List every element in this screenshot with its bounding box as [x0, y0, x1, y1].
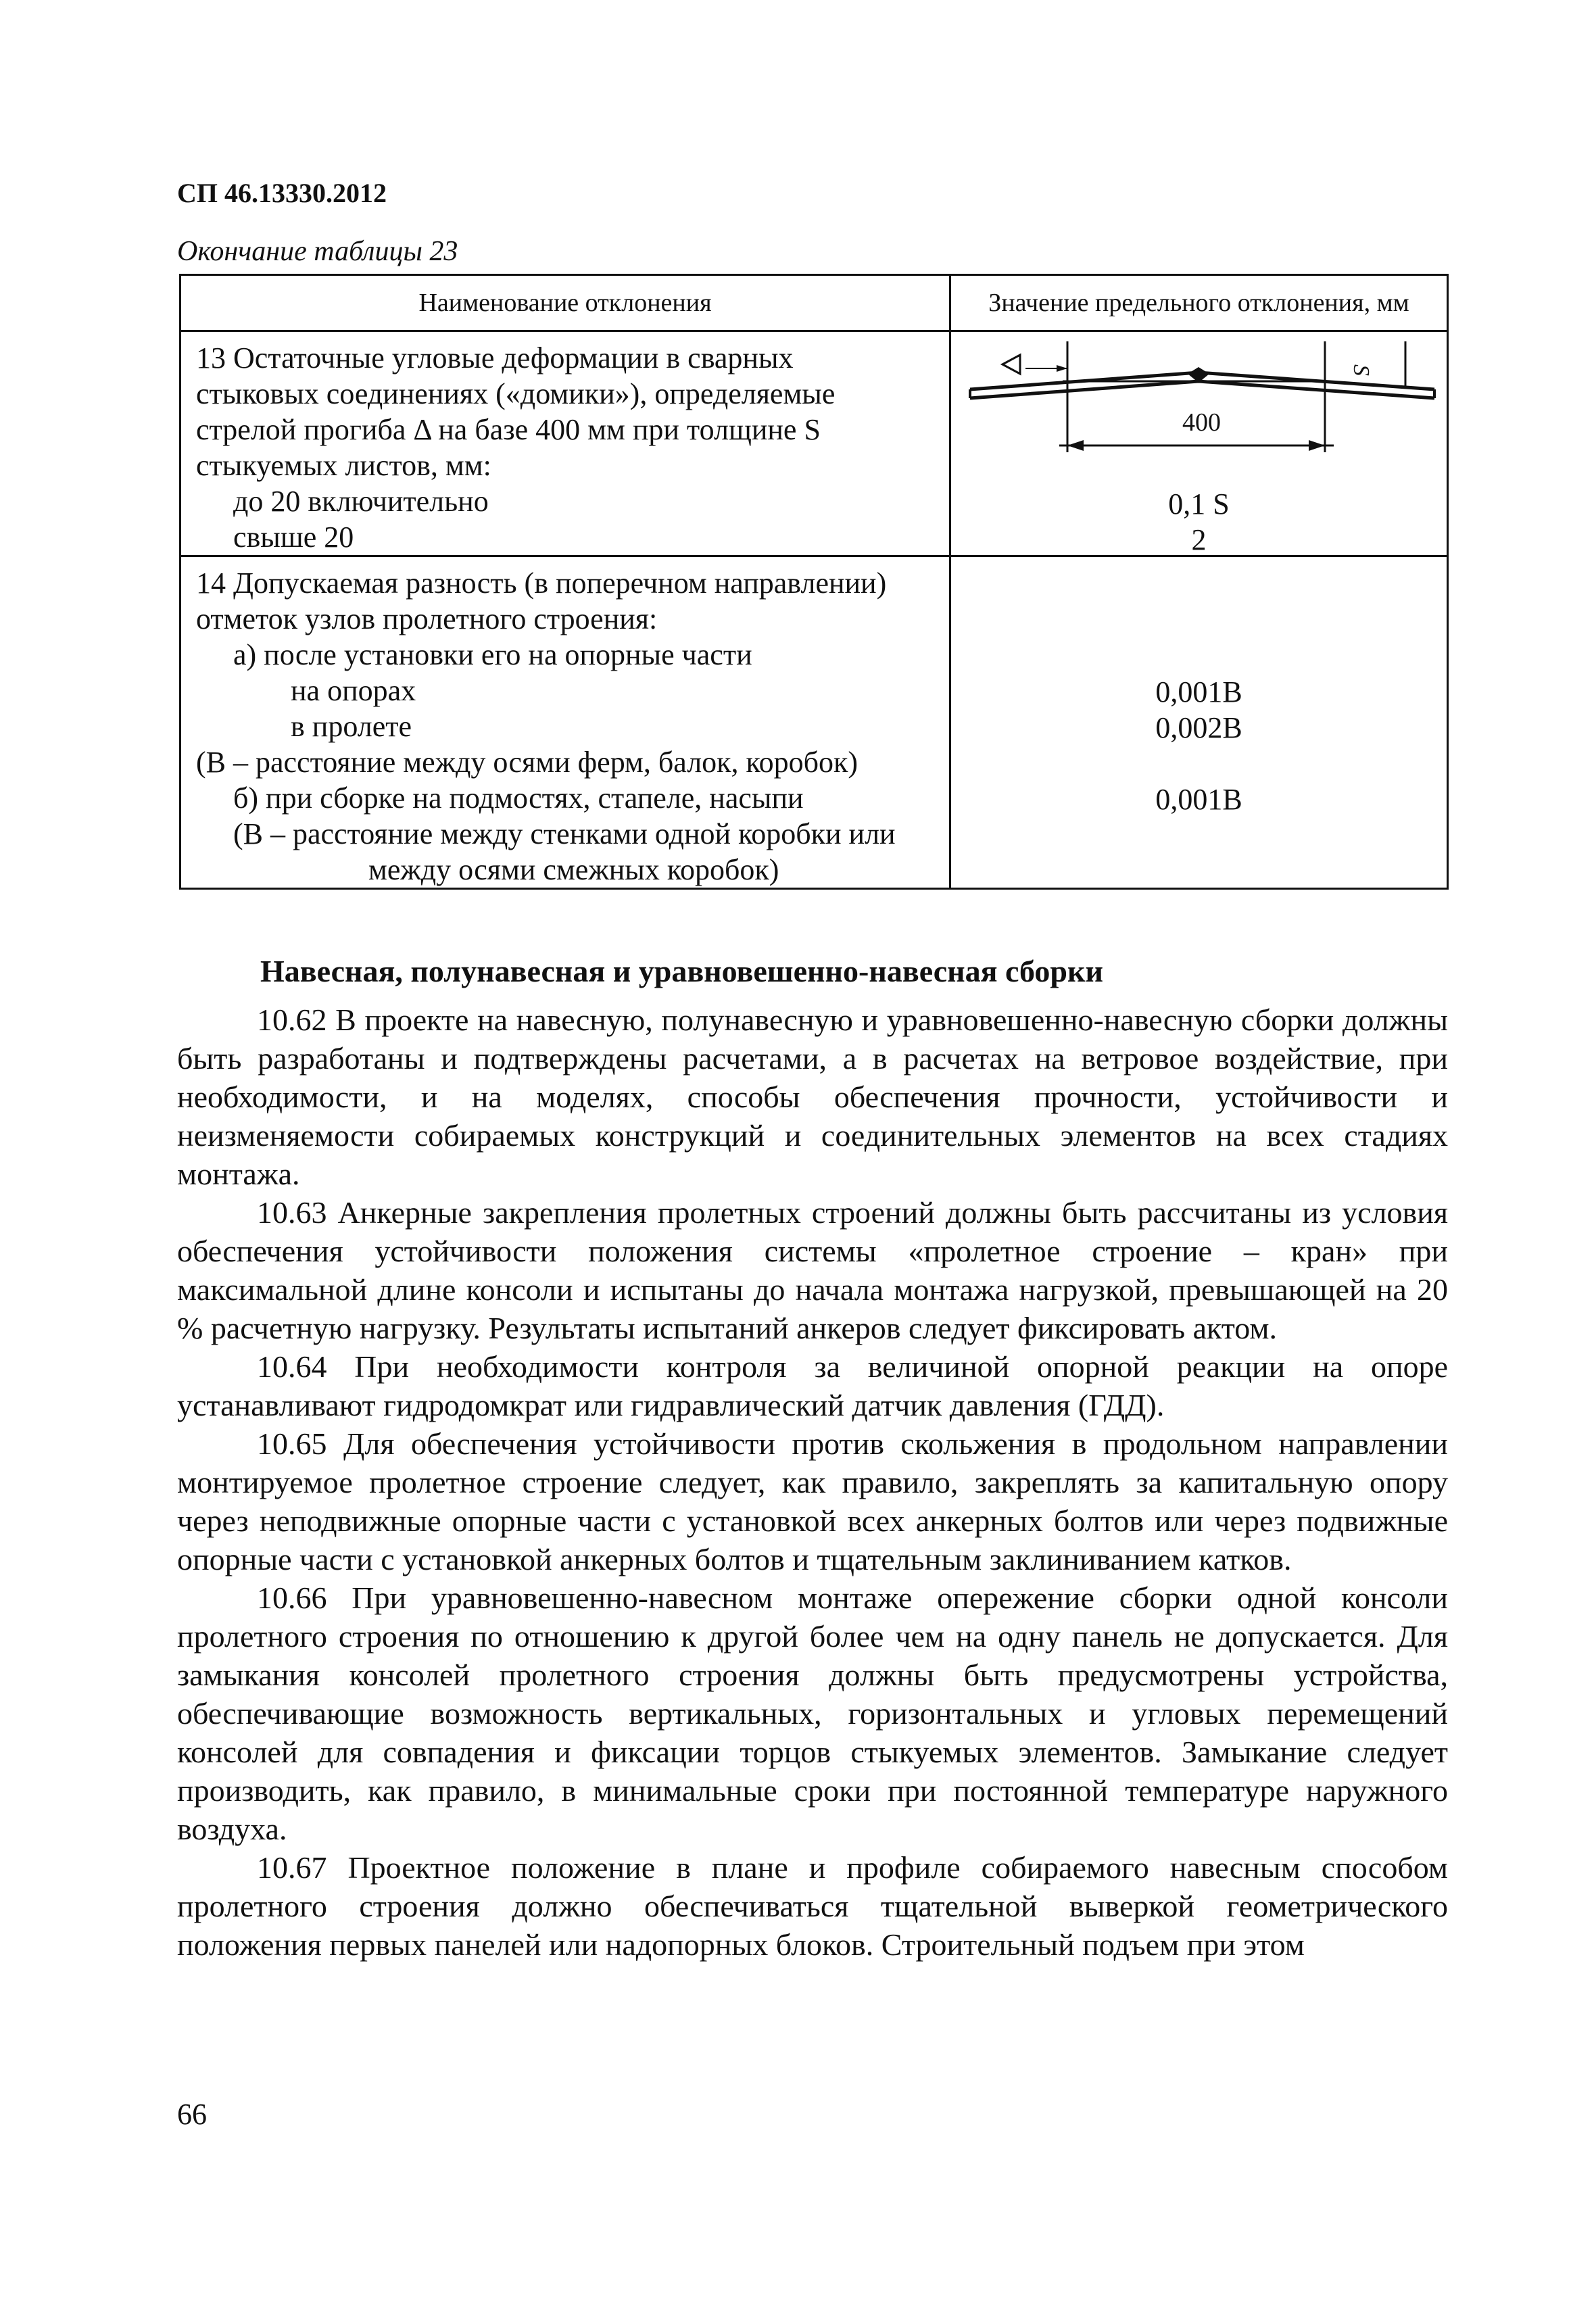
row13-sub-1: до 20 включительно: [233, 485, 489, 518]
section-heading: Навесная, полунавесная и уравновешенно-навесная сборки: [260, 954, 1103, 988]
row13-values: [950, 331, 1448, 556]
paragraph-10-66: 10.66 При уравновешенно-навесном монтаже опережение сборки одной консоли пролетного строения по отношению к другой более чем на одну панель не допускается. Для замыкания консолей пролетного строения должны быть предусмотрены устройства, обеспечивающие возможность вертикальных, горизонтальных и угловых перемещений консолей для совпадения и фиксации торцов стыкуемых элементов. Замыкание следует производить, как правило, в минимальные сроки при постоянной температуре наружного воздуха.: [177, 1581, 1448, 1846]
table-caption: Окончание таблицы 23: [177, 236, 458, 267]
document-code: СП 46.13330.2012: [177, 178, 387, 208]
row13-value-1: 0,1 S: [1168, 487, 1230, 521]
table-row-13: [180, 331, 1448, 556]
paragraph-10-63: 10.63 Анкерные закрепления пролетных строений должны быть рассчитаны из условия обеспечения устойчивости положения системы «пролетное строение – кран» при максимальной длине консоли и испытаны до начала монтажа нагрузкой, превышающей на 20 % расчетную нагрузку. Результаты испытаний анкеров следует фиксировать актом.: [177, 1195, 1448, 1345]
table-header-row: [180, 275, 1448, 331]
row14-note-b2: между осями смежных коробок): [368, 853, 779, 886]
row14-note-a: (B – расстояние между осями ферм, балок, коробок): [196, 746, 859, 779]
row14-value-a2: 0,002B: [1155, 711, 1242, 744]
row14-line-1: 14 Допускаемая разность (в поперечном направлении): [196, 566, 887, 600]
paragraph-10-67: 10.67 Проектное положение в плане и профиле собираемого навесным способом пролетного строения должно обеспечиваться тщательной выверкой геометрического положения первых панелей или надопорных блоков. Строительный подъем при этом: [177, 1850, 1448, 1962]
row14-note-b1: (B – расстояние между стенками одной коробки или: [233, 817, 896, 850]
section-body: [177, 1000, 1448, 1964]
diagram-s-label: S: [1349, 364, 1374, 376]
row14-item-b: б) при сборке на подмостях, стапеле, насыпи: [233, 781, 804, 815]
row14-values: [950, 556, 1448, 889]
paragraph-10-65: 10.65 Для обеспечения устойчивости против скольжения в продольном направлении монтируемое пролетное строение следует, как правило, закреплять за капитальную опору через неподвижные опорные части с установкой всех анкерных болтов или через подвижные опорные части с установкой анкерных болтов и тщательным заклиниванием катков.: [177, 1426, 1448, 1576]
row14-item-a2: в пролете: [291, 710, 412, 743]
paragraph-10-64: 10.64 При необходимости контроля за величиной опорной реакции на опоре устанавливают гидродомкрат или гидравлический датчик давления (ГДД).: [177, 1349, 1448, 1422]
row14-line-2: отметок узлов пролетного строения:: [196, 602, 658, 635]
delta-icon: [998, 351, 1025, 378]
row14-item-a: а) после установки его на опорные части: [233, 638, 752, 671]
col-header-value: Значение предельного отклонения, мм: [950, 275, 1448, 331]
diagram-base-label: 400: [1182, 408, 1221, 437]
row13-line-2: стыковых соединениях («домики»), определяемые: [196, 377, 836, 410]
row14-description: [180, 556, 950, 889]
row14-value-a1: 0,001B: [1155, 675, 1242, 708]
row14-item-a1: на опорах: [291, 674, 416, 707]
row14-value-b: 0,001B: [1155, 783, 1242, 816]
paragraph-10-62: 10.62 В проекте на навесную, полунавесную и уравновешенно-навесную сборки должны быть разработаны и подтверждены расчетами, а в расчетах на ветровое воздействие, при необходимости, и на моделях, способы обеспечения прочности, устойчивости и неизменяемости собираемых конструкций и соединительных элементов на всех стадиях монтажа.: [177, 1003, 1448, 1191]
row13-line-1: 13 Остаточные угловые деформации в сварных: [196, 341, 794, 375]
row13-value-2: 2: [1191, 523, 1207, 556]
row13-line-4: стыкуемых листов, мм:: [196, 449, 491, 482]
row13-sub-2: свыше 20: [233, 521, 354, 554]
deviation-table: [179, 274, 1449, 890]
col-header-name: Наименование отклонения: [180, 275, 950, 331]
table-row-14: [180, 556, 1448, 889]
page-number: 66: [177, 2098, 207, 2131]
row13-description: [180, 331, 950, 556]
row13-line-3: стрелой прогиба Δ на базе 400 мм при толщине S: [196, 413, 821, 446]
